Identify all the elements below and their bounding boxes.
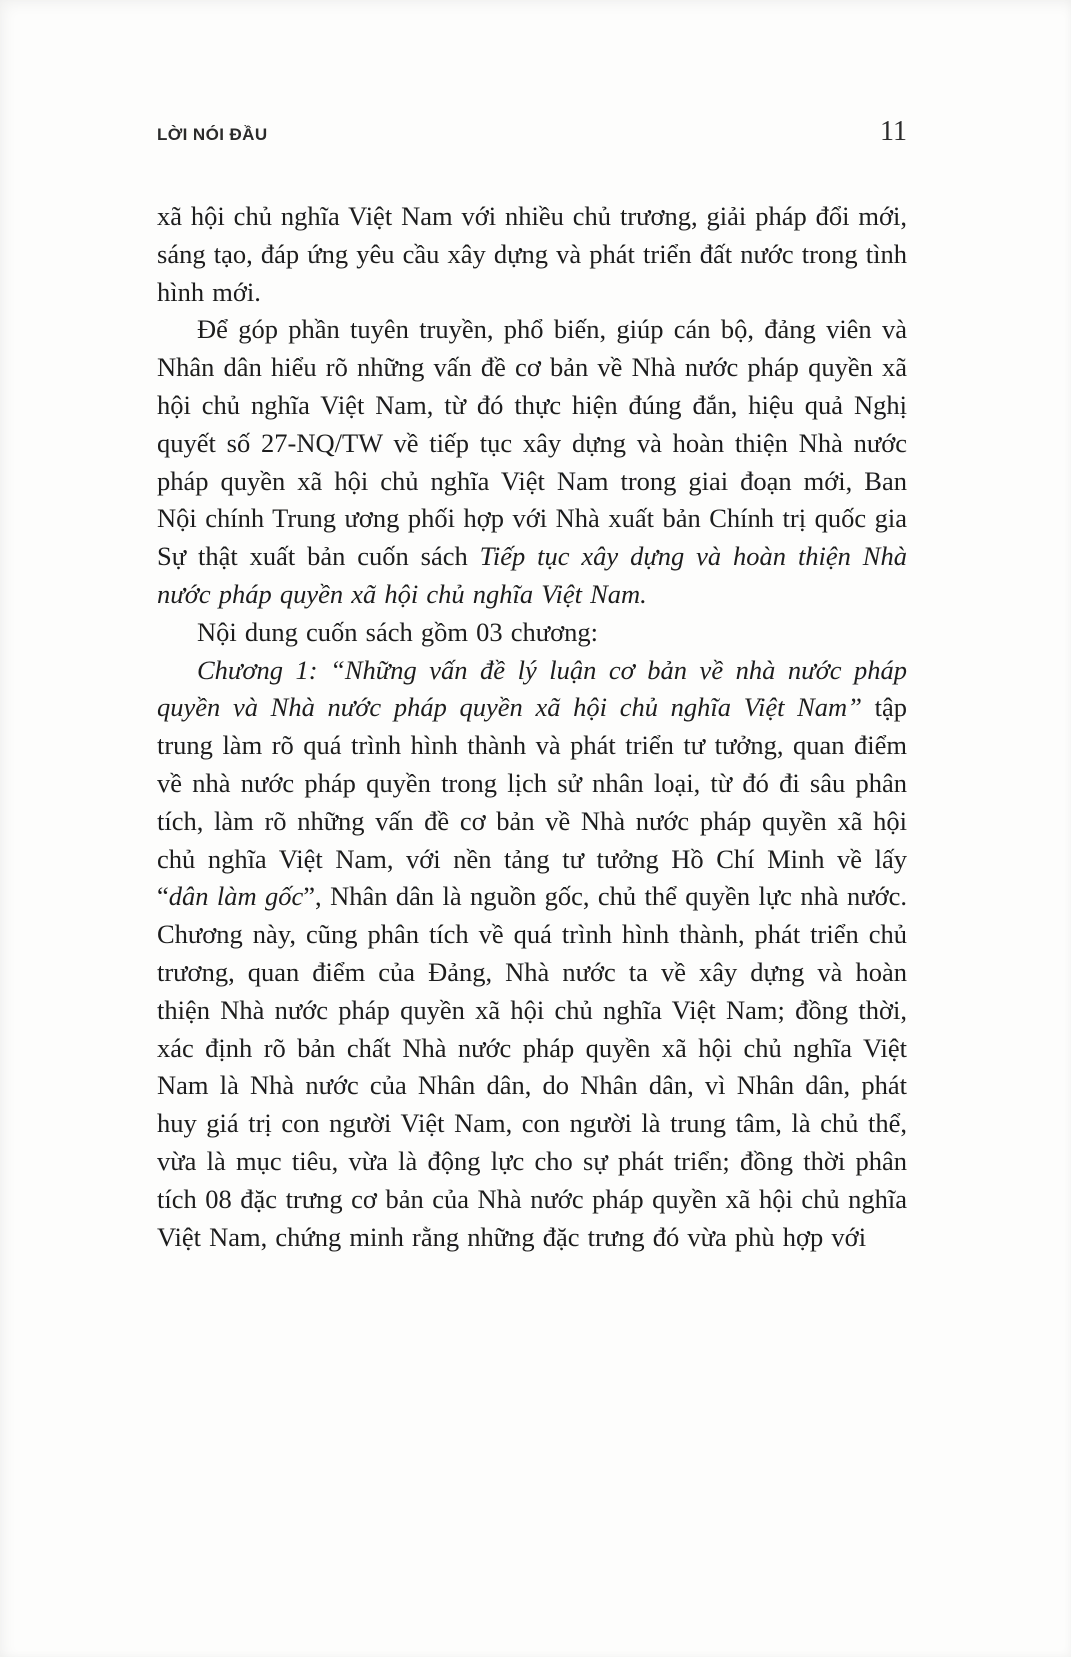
- text-segment: xã hội chủ nghĩa Việt Nam với nhiều chủ trương, giải pháp đổi mới, sáng tạo, đáp ứng yêu cầu xây dựng và phát triển đất nước trong tình hình mới.: [157, 201, 907, 307]
- paragraph: [157, 198, 907, 311]
- italic-text-segment: dân làm gốc: [168, 881, 304, 912]
- text-segment: tập trung làm rõ quá trình hình thành và phát triển tư tưởng, quan điểm về nhà nước pháp quyền trong lịch sử nhân loại, từ đó đi sâu phân tích, làm rõ những vấn đề cơ bản về Nhà nước pháp quyền xã hội chủ nghĩa Việt Nam, với nền tảng tư tưởng Hồ Chí Minh về lấy “: [157, 692, 908, 912]
- page-header: [157, 116, 907, 148]
- paragraph: [157, 652, 907, 1257]
- text-segment: Để góp phần tuyên truyền, phổ biến, giúp cán bộ, đảng viên và Nhân dân hiểu rõ những vấn đề cơ bản về Nhà nước pháp quyền xã hội chủ nghĩa Việt Nam, từ đó thực hiện đúng đắn, hiệu quả Nghị quyết số 27-NQ/TW về tiếp tục xây dựng và hoàn thiện Nhà nước pháp quyền xã hội chủ nghĩa Việt Nam trong giai đoạn mới, Ban Nội chính Trung ương phối hợp với Nhà xuất bản Chính trị quốc gia Sự thật xuất bản cuốn sách: [157, 314, 907, 572]
- paragraph: [157, 311, 907, 613]
- page-content: [157, 116, 907, 1256]
- italic-text-segment: Chương 1: “Những vấn đề lý luận cơ bản về nhà nước pháp quyền và Nhà nước pháp quyền xã hội chủ nghĩa Việt Nam”: [157, 654, 907, 723]
- running-title: LỜI NÓI ĐẦU: [157, 125, 268, 144]
- text-segment: ”, Nhân dân là nguồn gốc, chủ thể quyền lực nhà nước. Chương này, cũng phân tích về quá trình hình thành, phát triển chủ trương, quan điểm của Đảng, Nhà nước ta về xây dựng và hoàn thiện Nhà nước pháp quyền xã hội chủ nghĩa Việt Nam; đồng thời, xác định rõ bản chất Nhà nước pháp quyền xã hội chủ nghĩa Việt Nam là Nhà nước của Nhân dân, do Nhân dân, vì Nhân dân, phát huy giá trị con người Việt Nam, con người là trung tâm, là chủ thể, vừa là mục tiêu, vừa là động lực cho sự phát triển; đồng thời phân tích 08 đặc trưng cơ bản của Nhà nước pháp quyền xã hội chủ nghĩa Việt Nam, chứng minh rằng những đặc trưng đó vừa phù hợp với: [157, 881, 907, 1252]
- italic-text-segment: Tiếp tục xây dựng và hoàn thiện Nhà nước pháp quyền xã hội chủ nghĩa Việt Nam.: [157, 541, 907, 609]
- text-segment: Nội dung cuốn sách gồm 03 chương:: [197, 616, 598, 647]
- paragraph: [157, 614, 907, 652]
- page-body: [157, 198, 907, 1256]
- page-number: 11: [880, 116, 907, 147]
